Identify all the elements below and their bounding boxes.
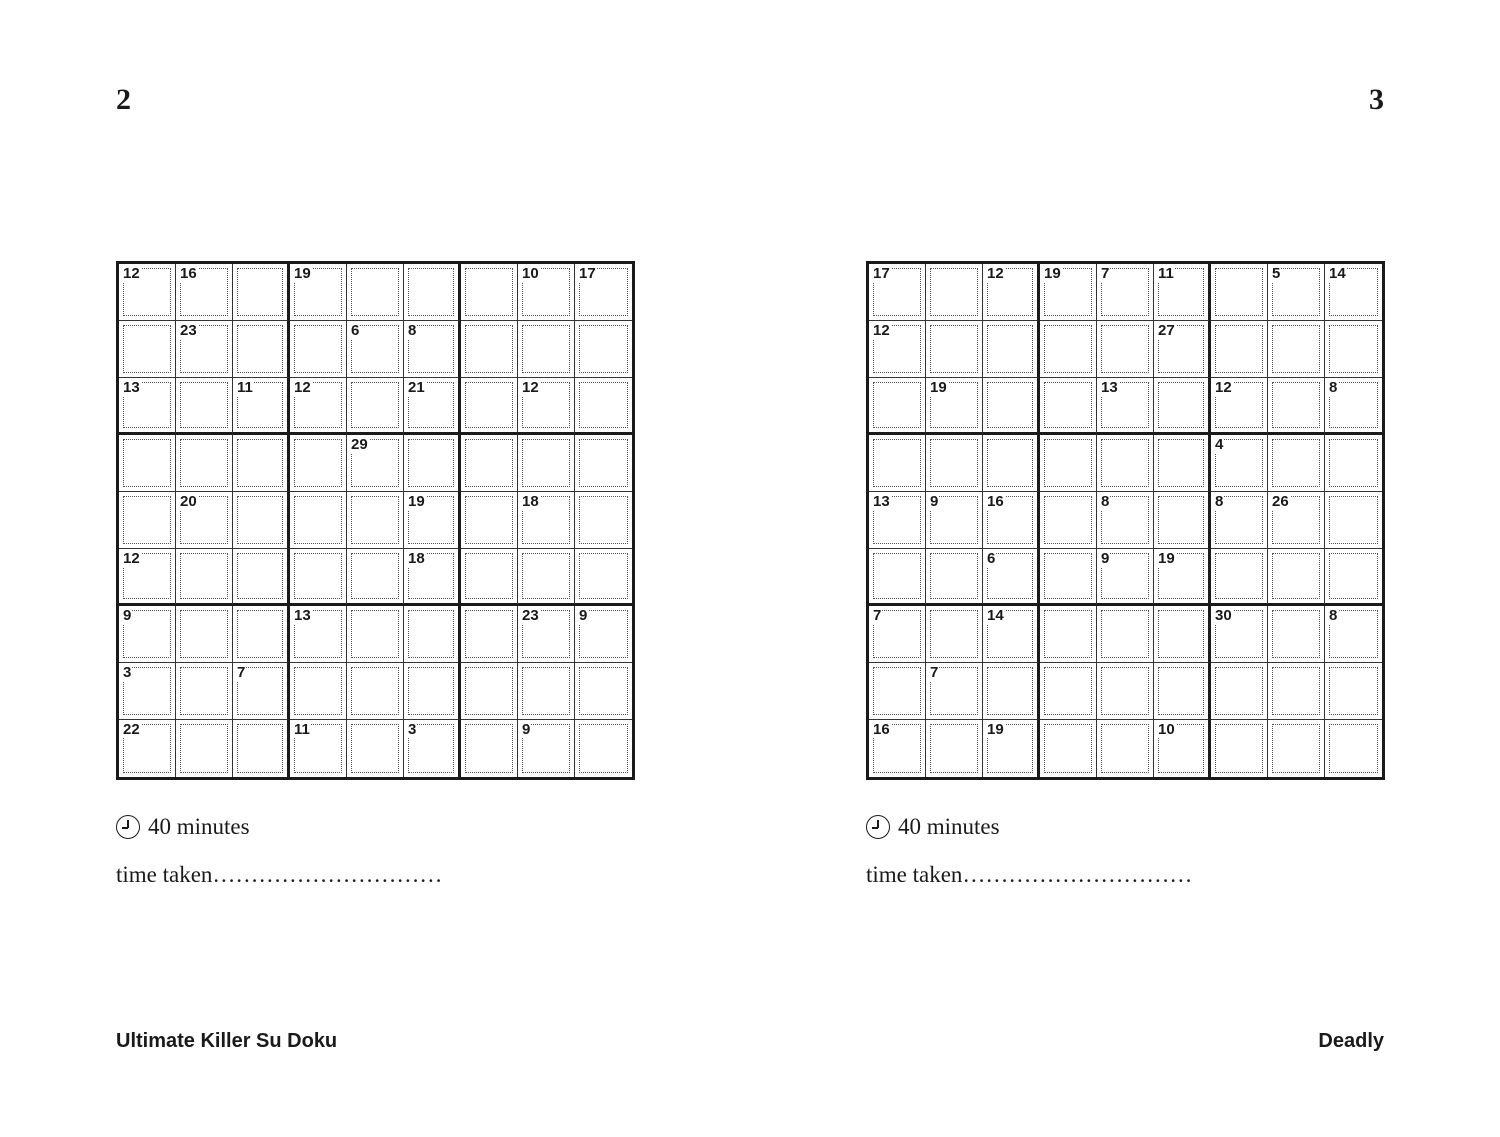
grid-cell[interactable] <box>461 264 518 321</box>
grid-cell[interactable] <box>290 606 347 663</box>
grid-cell[interactable] <box>233 720 290 777</box>
grid-cell[interactable] <box>347 549 404 606</box>
cage-clue: 8 <box>1329 379 1338 396</box>
grid-cell[interactable] <box>119 378 176 435</box>
cage-clue: 19 <box>930 379 947 396</box>
grid-cell[interactable] <box>926 606 983 663</box>
grid-cell[interactable] <box>1325 549 1382 606</box>
grid-cell[interactable] <box>461 606 518 663</box>
grid-cell[interactable] <box>233 663 290 720</box>
grid-cell[interactable] <box>1154 663 1211 720</box>
cage-clue: 12 <box>987 265 1004 282</box>
cage-clue: 20 <box>180 493 197 510</box>
grid-cell[interactable] <box>926 663 983 720</box>
grid-cell[interactable] <box>518 606 575 663</box>
grid-cell[interactable] <box>1268 492 1325 549</box>
cage-clue: 13 <box>123 379 140 396</box>
grid-cell[interactable] <box>869 606 926 663</box>
grid-cell[interactable] <box>926 378 983 435</box>
grid-cell[interactable] <box>1040 663 1097 720</box>
grid-cell[interactable] <box>347 378 404 435</box>
cage-clue: 4 <box>1215 436 1224 453</box>
cage-clue: 12 <box>123 265 140 282</box>
cage-clue: 12 <box>294 379 311 396</box>
grid-cell[interactable] <box>176 720 233 777</box>
grid-cell[interactable] <box>1097 435 1154 492</box>
grid-cell[interactable] <box>1211 492 1268 549</box>
cage-clue: 5 <box>1272 265 1281 282</box>
grid-cell[interactable] <box>290 378 347 435</box>
grid-cell[interactable] <box>233 435 290 492</box>
grid-cell[interactable] <box>176 321 233 378</box>
cage-clue: 7 <box>1101 265 1110 282</box>
killer-sudoku-grid <box>116 261 635 780</box>
grid-cell[interactable] <box>1154 264 1211 321</box>
grid-cell[interactable] <box>404 378 461 435</box>
grid-cell[interactable] <box>983 264 1040 321</box>
grid-cell[interactable] <box>575 606 632 663</box>
grid-cell[interactable] <box>518 720 575 777</box>
cage-clue: 10 <box>522 265 539 282</box>
grid-cell[interactable] <box>461 549 518 606</box>
grid-cell[interactable] <box>176 435 233 492</box>
grid-cell[interactable] <box>290 549 347 606</box>
grid-cell[interactable] <box>1211 606 1268 663</box>
grid-cell[interactable] <box>404 435 461 492</box>
grid-cell[interactable] <box>869 378 926 435</box>
grid-cell[interactable] <box>1154 720 1211 777</box>
grid-cell[interactable] <box>1040 492 1097 549</box>
cage-clue: 9 <box>123 607 132 624</box>
grid-cell[interactable] <box>233 606 290 663</box>
grid-cell[interactable] <box>233 264 290 321</box>
grid-cell[interactable] <box>1040 606 1097 663</box>
cage-clue: 8 <box>408 322 417 339</box>
cage-clue: 9 <box>930 493 939 510</box>
grid-cell[interactable] <box>1097 321 1154 378</box>
cage-clue: 19 <box>294 265 311 282</box>
grid-cell[interactable] <box>983 663 1040 720</box>
grid-cell[interactable] <box>518 264 575 321</box>
time-limit <box>866 812 1000 842</box>
time-taken-field[interactable]: time taken………………………… <box>866 862 1193 887</box>
grid-cell[interactable] <box>176 663 233 720</box>
cage-clue: 11 <box>294 721 310 738</box>
grid-cell[interactable] <box>518 435 575 492</box>
grid-cell[interactable] <box>1325 378 1382 435</box>
grid-cell[interactable] <box>575 492 632 549</box>
grid-cell[interactable] <box>119 435 176 492</box>
grid-cell[interactable] <box>404 720 461 777</box>
cage-clue: 22 <box>123 721 140 738</box>
grid-cell[interactable] <box>575 435 632 492</box>
grid-cell[interactable] <box>983 720 1040 777</box>
cage-clue: 3 <box>123 664 132 681</box>
grid-cell[interactable] <box>290 264 347 321</box>
grid-cell[interactable] <box>233 378 290 435</box>
grid-cell[interactable] <box>1040 435 1097 492</box>
grid-cell[interactable] <box>1268 435 1325 492</box>
cage-clue: 7 <box>930 664 939 681</box>
cage-clue: 11 <box>237 379 253 396</box>
grid-cell[interactable] <box>575 321 632 378</box>
grid-cell[interactable] <box>1325 663 1382 720</box>
cage-clue: 13 <box>873 493 890 510</box>
grid-cell[interactable] <box>1040 549 1097 606</box>
time-limit <box>116 812 250 842</box>
cage-clue: 9 <box>579 607 588 624</box>
grid-cell[interactable] <box>347 321 404 378</box>
grid-cell[interactable] <box>1040 321 1097 378</box>
grid-cell[interactable] <box>404 663 461 720</box>
grid-cell[interactable] <box>1268 264 1325 321</box>
grid-cell[interactable] <box>290 435 347 492</box>
grid-cell[interactable] <box>869 321 926 378</box>
time-limit-label: 40 minutes <box>148 814 250 839</box>
grid-cell[interactable] <box>1325 720 1382 777</box>
cage-clue: 19 <box>1158 550 1175 567</box>
grid-cell[interactable] <box>1268 321 1325 378</box>
grid-cell[interactable] <box>1268 378 1325 435</box>
grid-cell[interactable] <box>461 720 518 777</box>
grid-cell[interactable] <box>1325 321 1382 378</box>
grid-cell[interactable] <box>1097 663 1154 720</box>
grid-cell[interactable] <box>575 720 632 777</box>
grid-cell[interactable] <box>1211 549 1268 606</box>
grid-cell[interactable] <box>176 549 233 606</box>
grid-cell[interactable] <box>233 321 290 378</box>
grid-cell[interactable] <box>461 663 518 720</box>
time-limit-label: 40 minutes <box>898 814 1000 839</box>
grid-cell[interactable] <box>1325 606 1382 663</box>
grid-cell[interactable] <box>461 378 518 435</box>
grid-cell[interactable] <box>575 549 632 606</box>
cage-clue: 21 <box>408 379 425 396</box>
grid-cell[interactable] <box>575 264 632 321</box>
cage-clue: 3 <box>408 721 417 738</box>
grid-cell[interactable] <box>119 549 176 606</box>
cage-clue: 12 <box>123 550 140 567</box>
grid-cell[interactable] <box>404 549 461 606</box>
grid-cell[interactable] <box>404 321 461 378</box>
cage-clue: 18 <box>408 550 425 567</box>
cage-clue: 18 <box>522 493 539 510</box>
cage-clue: 29 <box>351 436 368 453</box>
grid-cell[interactable] <box>1154 378 1211 435</box>
cage-clue: 12 <box>873 322 890 339</box>
grid-cell[interactable] <box>461 435 518 492</box>
cage-clue: 11 <box>1158 265 1174 282</box>
cage-clue: 17 <box>873 265 890 282</box>
grid-cell[interactable] <box>1268 549 1325 606</box>
grid-cell[interactable] <box>347 606 404 663</box>
grid-cell[interactable] <box>1040 720 1097 777</box>
cage-clue: 23 <box>522 607 539 624</box>
clock-icon <box>866 815 890 839</box>
cage-clue: 16 <box>987 493 1004 510</box>
grid-cell[interactable] <box>1097 264 1154 321</box>
grid-cell[interactable] <box>926 264 983 321</box>
grid-cell[interactable] <box>869 264 926 321</box>
cage-clue: 19 <box>408 493 425 510</box>
grid-cell[interactable] <box>926 549 983 606</box>
time-taken-field[interactable]: time taken………………………… <box>116 862 443 887</box>
grid-cell[interactable] <box>926 321 983 378</box>
page-number: 3 <box>1369 83 1384 116</box>
clock-icon <box>116 815 140 839</box>
grid-cell[interactable] <box>926 492 983 549</box>
grid-cell[interactable] <box>1154 435 1211 492</box>
grid-cell[interactable] <box>1325 435 1382 492</box>
grid-cell[interactable] <box>347 492 404 549</box>
grid-cell[interactable] <box>575 663 632 720</box>
difficulty-label: Deadly <box>1318 1030 1384 1052</box>
grid-cell[interactable] <box>290 321 347 378</box>
grid-cell[interactable] <box>1040 264 1097 321</box>
grid-cell[interactable] <box>518 492 575 549</box>
cage-clue: 30 <box>1215 607 1232 624</box>
cage-clue: 10 <box>1158 721 1175 738</box>
grid-cell[interactable] <box>926 720 983 777</box>
grid-cell[interactable] <box>1097 378 1154 435</box>
grid-cell[interactable] <box>1325 492 1382 549</box>
grid-cell[interactable] <box>1154 549 1211 606</box>
cage-clue: 27 <box>1158 322 1175 339</box>
cage-clue: 13 <box>294 607 311 624</box>
grid-cell[interactable] <box>1154 321 1211 378</box>
grid-cell[interactable] <box>1154 492 1211 549</box>
cage-clue: 9 <box>1101 550 1110 567</box>
grid-cell[interactable] <box>1325 264 1382 321</box>
grid-cell[interactable] <box>926 435 983 492</box>
grid-cell[interactable] <box>1040 378 1097 435</box>
grid-cell[interactable] <box>869 435 926 492</box>
grid-cell[interactable] <box>1211 663 1268 720</box>
grid-cell[interactable] <box>347 663 404 720</box>
grid-cell[interactable] <box>347 435 404 492</box>
grid-cell[interactable] <box>461 321 518 378</box>
cage-clue: 26 <box>1272 493 1289 510</box>
grid-cell[interactable] <box>176 492 233 549</box>
grid-cell[interactable] <box>1211 720 1268 777</box>
grid-cell[interactable] <box>983 435 1040 492</box>
grid-cell[interactable] <box>461 492 518 549</box>
grid-cell[interactable] <box>119 492 176 549</box>
grid-cell[interactable] <box>518 663 575 720</box>
grid-cell[interactable] <box>983 492 1040 549</box>
grid-cell[interactable] <box>983 606 1040 663</box>
grid-cell[interactable] <box>176 264 233 321</box>
cage-clue: 7 <box>237 664 246 681</box>
cage-clue: 8 <box>1101 493 1110 510</box>
grid-cell[interactable] <box>1268 663 1325 720</box>
grid-cell[interactable] <box>1211 435 1268 492</box>
cage-clue: 14 <box>1329 265 1346 282</box>
grid-cell[interactable] <box>1154 606 1211 663</box>
grid-cell[interactable] <box>347 720 404 777</box>
grid-cell[interactable] <box>290 492 347 549</box>
grid-cell[interactable] <box>1097 606 1154 663</box>
grid-cell[interactable] <box>869 663 926 720</box>
grid-cell[interactable] <box>1097 720 1154 777</box>
grid-cell[interactable] <box>404 492 461 549</box>
cage-clue: 6 <box>987 550 996 567</box>
grid-cell[interactable] <box>1268 720 1325 777</box>
grid-cell[interactable] <box>1097 549 1154 606</box>
cage-clue: 16 <box>180 265 197 282</box>
grid-cell[interactable] <box>233 549 290 606</box>
grid-cell[interactable] <box>1268 606 1325 663</box>
grid-cell[interactable] <box>1097 492 1154 549</box>
killer-sudoku-grid <box>866 261 1385 780</box>
grid-cell[interactable] <box>404 264 461 321</box>
grid-cell[interactable] <box>176 606 233 663</box>
grid-cell[interactable] <box>290 663 347 720</box>
cage-clue: 19 <box>1044 265 1061 282</box>
grid-cell[interactable] <box>983 378 1040 435</box>
grid-cell[interactable] <box>290 720 347 777</box>
book-title: Ultimate Killer Su Doku <box>116 1030 338 1052</box>
grid-cell[interactable] <box>119 321 176 378</box>
cage-clue: 12 <box>1215 379 1232 396</box>
grid-cell[interactable] <box>176 378 233 435</box>
cage-clue: 7 <box>873 607 882 624</box>
grid-cell[interactable] <box>869 549 926 606</box>
cage-clue: 8 <box>1329 607 1338 624</box>
grid-cell[interactable] <box>983 321 1040 378</box>
grid-cell[interactable] <box>119 720 176 777</box>
cage-clue: 12 <box>522 379 539 396</box>
cage-clue: 13 <box>1101 379 1118 396</box>
grid-cell[interactable] <box>983 549 1040 606</box>
grid-cell[interactable] <box>1211 321 1268 378</box>
cage-clue: 23 <box>180 322 197 339</box>
grid-cell[interactable] <box>404 606 461 663</box>
cage-clue: 17 <box>579 265 596 282</box>
grid-cell[interactable] <box>119 663 176 720</box>
cage-clue: 14 <box>987 607 1004 624</box>
page-number: 2 <box>116 83 131 116</box>
grid-cell[interactable] <box>119 606 176 663</box>
grid-cell[interactable] <box>869 492 926 549</box>
grid-cell[interactable] <box>518 549 575 606</box>
grid-cell[interactable] <box>119 264 176 321</box>
grid-cell[interactable] <box>347 264 404 321</box>
grid-cell[interactable] <box>575 378 632 435</box>
grid-cell[interactable] <box>1211 264 1268 321</box>
cage-clue: 6 <box>351 322 360 339</box>
grid-cell[interactable] <box>869 720 926 777</box>
grid-cell[interactable] <box>1211 378 1268 435</box>
cage-clue: 19 <box>987 721 1004 738</box>
cage-clue: 8 <box>1215 493 1224 510</box>
grid-cell[interactable] <box>518 378 575 435</box>
grid-cell[interactable] <box>233 492 290 549</box>
cage-clue: 9 <box>522 721 531 738</box>
cage-clue: 16 <box>873 721 890 738</box>
grid-cell[interactable] <box>518 321 575 378</box>
